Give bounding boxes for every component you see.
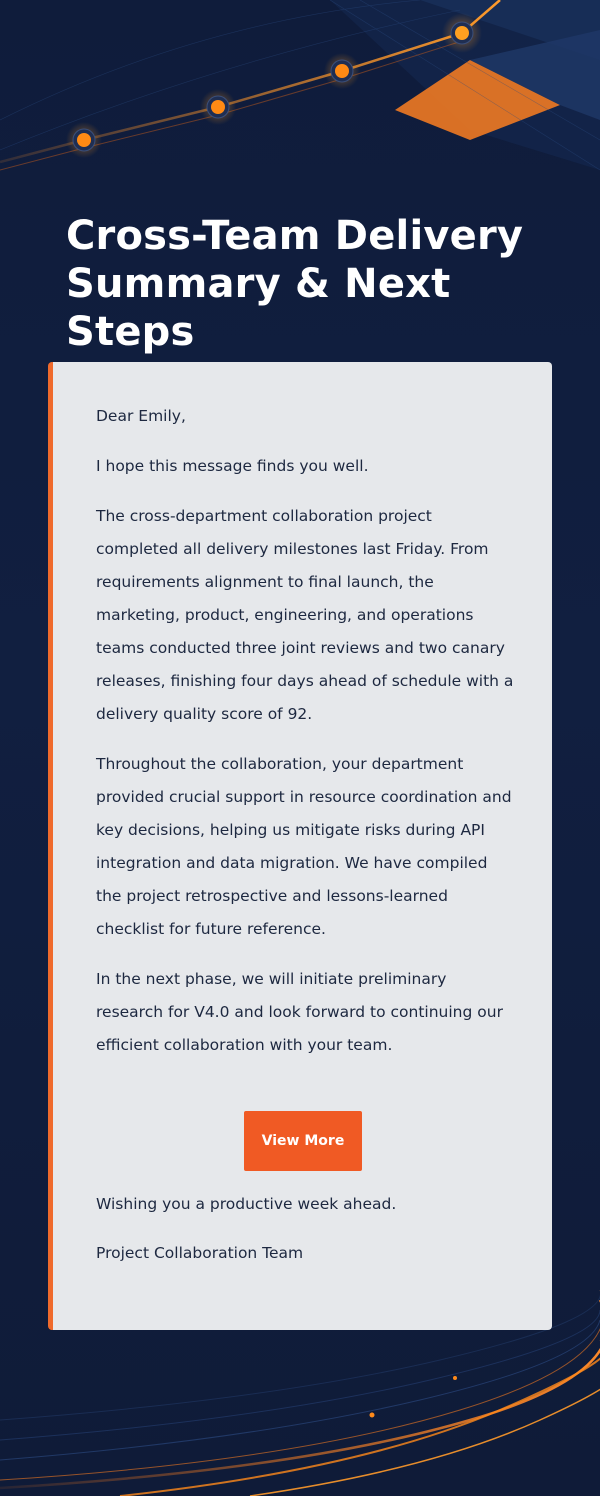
paragraph-next-phase: In the next phase, we will initiate preliminary research for V4.0 and look forward to continuing our efficient collaboration with your team. <box>96 970 503 1054</box>
view-more-button[interactable]: View More <box>244 1111 362 1171</box>
paragraph-department-support: Throughout the collaboration, your department provided crucial support in resource coordination and key decisions, helping us mitigate risks during API integration and data migration. We have compiled the project retrospective and lessons-learned checklist for future reference. <box>96 755 512 938</box>
greeting: Dear Emily, <box>96 407 186 425</box>
message-body <box>96 400 516 1079</box>
signature: Project Collaboration Team <box>96 1244 304 1262</box>
email-title: Cross-Team Delivery Summary & Next Steps <box>66 213 524 355</box>
closing-line: Wishing you a productive week ahead. <box>96 1195 397 1213</box>
message-card <box>48 362 552 1330</box>
paragraph-project-summary: The cross-department collaboration project completed all delivery milestones last Friday. From requirements alignment to final launch, the marketing, product, engineering, and operations teams conducted three joint reviews and two canary releases, finishing four days ahead of schedule with a delivery quality score of 92. <box>96 507 514 723</box>
closing-block <box>96 1188 516 1286</box>
paragraph-intro: I hope this message finds you well. <box>96 457 369 475</box>
